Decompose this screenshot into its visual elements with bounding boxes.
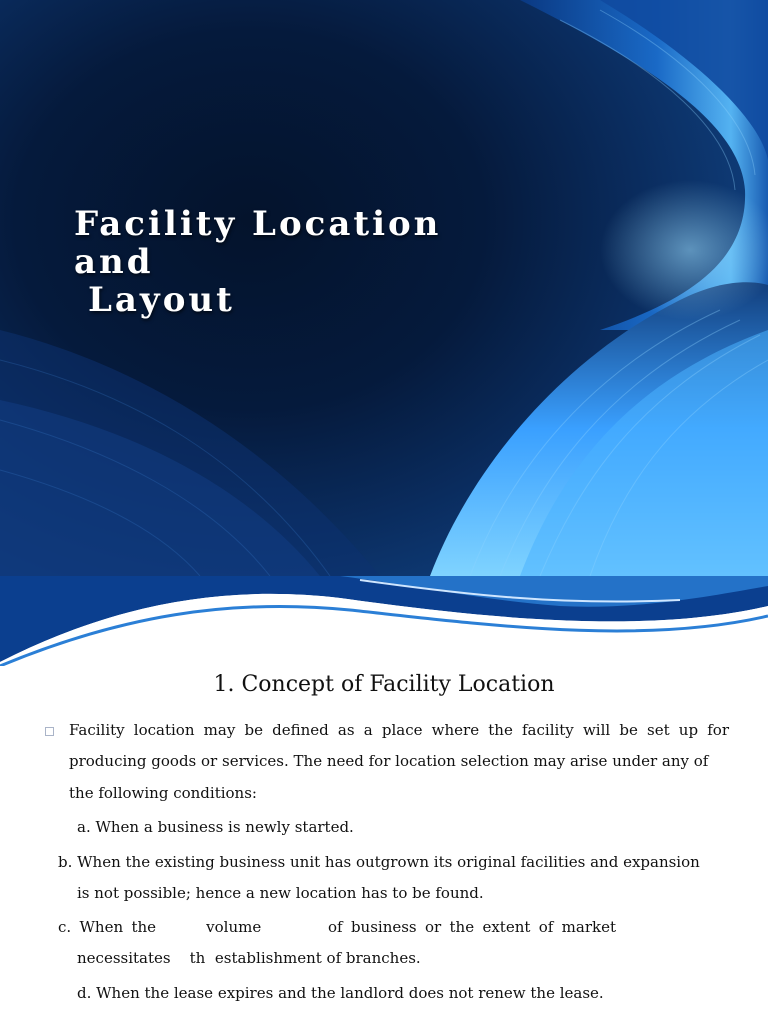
slide-heading: 1. Concept of Facility Location (213, 672, 555, 697)
header-wave (0, 576, 768, 666)
title-line-1: Facility Location and (74, 204, 442, 282)
paragraph-line-1: Facility location may be defined as a place where the facility will be set up for (69, 721, 729, 739)
list-item-b-line-2: is not possible; hence a new location has to be found. (77, 884, 484, 902)
list-item-d: d. When the lease expires and the landlord does not renew the lease. (77, 984, 604, 1002)
list-item-c-line-1: c. When the volume of business or the extent of market (58, 918, 616, 936)
title-line-2: Layout (88, 280, 235, 320)
list-item-c-line-2: necessitates th establishment of branches. (77, 949, 421, 967)
paragraph-line-3: the following conditions: (69, 784, 257, 802)
content-slide (0, 576, 768, 1024)
square-bullet-icon (45, 727, 54, 736)
paragraph-line-2: producing goods or services. The need for location selection may arise under any of (69, 752, 709, 770)
list-item-b-line-1: b. When the existing business unit has outgrown its original facilities and expansion (58, 853, 700, 871)
list-item-a: a. When a business is newly started. (77, 818, 354, 836)
slide-title (74, 205, 494, 319)
